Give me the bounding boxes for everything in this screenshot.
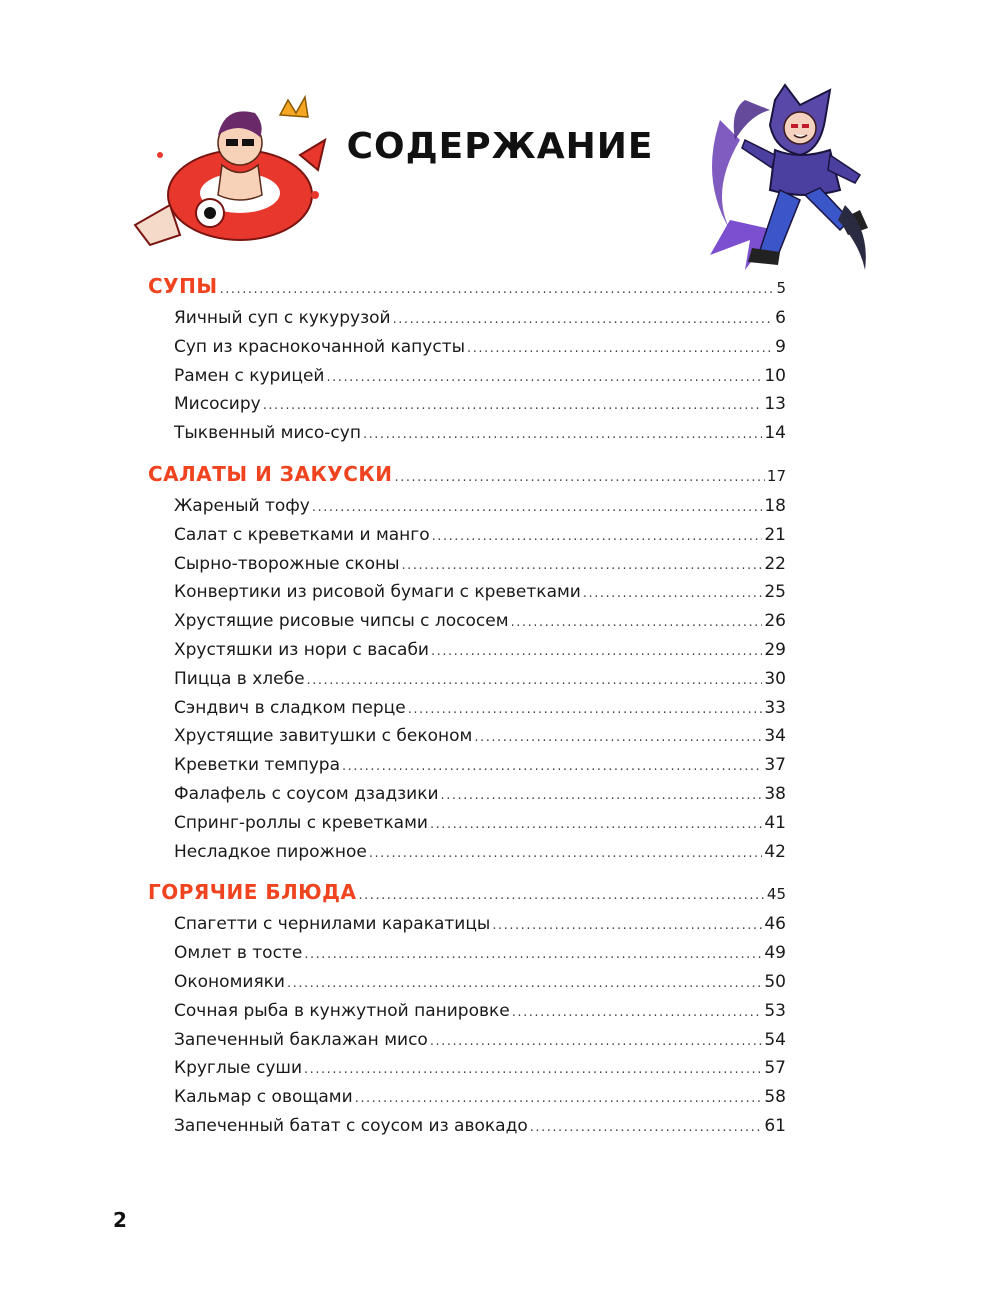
page-ref: 26: [764, 611, 786, 632]
item-title: Хрустяшки из нори с васаби: [174, 639, 429, 660]
dot-leader: [402, 558, 763, 573]
dot-leader: [304, 1062, 762, 1077]
item-title: Яичный суп с кукурузой: [174, 308, 391, 328]
dot-leader: [492, 918, 762, 933]
page-ref: 14: [764, 423, 786, 444]
toc-section-salads[interactable]: [148, 462, 786, 496]
toc-item[interactable]: [148, 1001, 786, 1030]
page-ref: 17: [766, 466, 786, 485]
toc-item[interactable]: [148, 308, 786, 337]
item-title: Мисосиру: [174, 394, 261, 415]
toc-item[interactable]: [148, 337, 786, 366]
item-title: Креветки темпура: [174, 755, 340, 776]
item-title: Несладкое пирожное: [174, 841, 367, 862]
item-title: Хрустящие рисовые чипсы с лососем: [174, 611, 509, 632]
dot-leader: [430, 817, 762, 832]
page-ref: 33: [764, 697, 786, 718]
toc-item[interactable]: [148, 525, 786, 554]
toc-item[interactable]: [148, 1116, 786, 1145]
dot-leader: [583, 586, 763, 601]
page-ref: 58: [764, 1087, 786, 1108]
item-title: Сырно-творожные сконы: [174, 553, 400, 574]
page-ref: 25: [764, 582, 786, 603]
page-ref: 30: [764, 668, 786, 689]
item-title: Сэндвич в сладком перце: [174, 697, 406, 718]
dot-leader: [369, 846, 763, 861]
page-ref: 10: [764, 365, 786, 386]
item-title: Жареный тофу: [174, 495, 310, 516]
dot-leader: [441, 788, 763, 803]
toc-item[interactable]: [148, 698, 786, 727]
item-title: Запеченный баклажан мисо: [174, 1029, 428, 1050]
dot-leader: [363, 427, 762, 442]
item-title: Хрустящие завитушки с беконом: [174, 726, 473, 747]
toc-item[interactable]: [148, 423, 786, 452]
page-ref: 6: [775, 308, 786, 328]
dot-leader: [287, 976, 762, 991]
item-title: Спринг-роллы с креветками: [174, 812, 428, 833]
dot-leader: [355, 1091, 763, 1106]
item-title: Фалафель с соусом дзадзики: [174, 783, 439, 804]
dot-leader: [511, 615, 763, 630]
dot-leader: [530, 1120, 763, 1135]
section-title: САЛАТЫ И ЗАКУСКИ: [148, 461, 393, 486]
page-title: СОДЕРЖАНИЕ: [346, 126, 654, 167]
dot-leader: [220, 282, 775, 297]
toc-item[interactable]: [148, 943, 786, 972]
dot-leader: [393, 312, 774, 327]
toc-item[interactable]: [148, 842, 786, 871]
dot-leader: [358, 888, 764, 903]
item-title: Кальмар с овощами: [174, 1087, 353, 1108]
toc-section-hot-dishes[interactable]: [148, 880, 786, 914]
toc-item[interactable]: [148, 914, 786, 943]
character-hoodie-illustration: [690, 80, 880, 275]
page-ref: 53: [764, 1000, 786, 1021]
page-ref: 61: [764, 1115, 786, 1136]
dot-leader: [342, 759, 762, 774]
page-ref: 22: [764, 553, 786, 574]
dot-leader: [408, 702, 763, 717]
dot-leader: [467, 341, 773, 356]
page-ref: 46: [764, 914, 786, 935]
item-title: Конвертики из рисовой бумаги с креветками: [174, 582, 581, 603]
dot-leader: [395, 470, 765, 485]
toc-item[interactable]: [148, 1058, 786, 1087]
item-title: Омлет в тосте: [174, 943, 303, 964]
page-ref: 50: [764, 971, 786, 992]
section-title: СУПЫ: [148, 274, 218, 298]
dot-leader: [263, 398, 763, 413]
toc-item[interactable]: [148, 972, 786, 1001]
dot-leader: [307, 673, 763, 688]
dot-leader: [304, 947, 762, 962]
item-title: Тыквенный мисо-суп: [174, 423, 361, 444]
page-ref: 42: [764, 841, 786, 862]
page-ref: 21: [764, 524, 786, 545]
item-title: Рамен с курицей: [174, 365, 325, 386]
page-ref: 13: [764, 394, 786, 415]
page-ref: 57: [764, 1058, 786, 1079]
toc-item[interactable]: [148, 496, 786, 525]
toc-item[interactable]: [148, 394, 786, 423]
page-ref: 45: [766, 885, 786, 904]
dot-leader: [431, 644, 762, 659]
page-ref: 9: [775, 336, 786, 357]
page-ref: 49: [764, 943, 786, 964]
item-title: Суп из краснокочанной капусты: [174, 336, 466, 357]
section-title: ГОРЯЧИЕ БЛЮДА: [148, 880, 357, 905]
page-ref: 41: [764, 812, 786, 833]
page-ref: 38: [764, 783, 786, 804]
page-ref: 54: [764, 1029, 786, 1050]
page-ref: 37: [764, 755, 786, 776]
page-ref: 5: [776, 279, 786, 297]
toc-item[interactable]: [148, 813, 786, 842]
item-title: Круглые суши: [174, 1058, 303, 1079]
item-title: Салат с креветками и манго: [174, 524, 430, 545]
toc-item[interactable]: [148, 554, 786, 583]
character-fish-float-illustration: [130, 85, 330, 260]
toc-item[interactable]: [148, 669, 786, 698]
page-ref: 34: [764, 726, 786, 747]
toc-item[interactable]: [148, 1030, 786, 1059]
item-title: Пицца в хлебе: [174, 668, 305, 689]
table-of-contents: [148, 274, 786, 1145]
item-title: Запеченный батат с соусом из авокадо: [174, 1115, 528, 1136]
dot-leader: [474, 730, 762, 745]
toc-item[interactable]: [148, 366, 786, 395]
toc-item[interactable]: [148, 640, 786, 669]
dot-leader: [432, 529, 763, 544]
item-title: Спагетти с чернилами каракатицы: [174, 914, 491, 935]
page-number: 2: [113, 1208, 127, 1232]
toc-item[interactable]: [148, 755, 786, 784]
toc-section-soups[interactable]: [148, 274, 786, 308]
dot-leader: [326, 370, 762, 385]
page-ref: 29: [764, 639, 786, 660]
toc-item[interactable]: [148, 784, 786, 813]
item-title: Окономияки: [174, 971, 285, 992]
item-title: Сочная рыба в кунжутной панировке: [174, 1000, 510, 1021]
toc-item[interactable]: [148, 726, 786, 755]
page-ref: 18: [764, 495, 786, 516]
dot-leader: [430, 1034, 763, 1049]
toc-item[interactable]: [148, 611, 786, 640]
toc-item[interactable]: [148, 582, 786, 611]
dot-leader: [312, 500, 762, 515]
dot-leader: [512, 1005, 763, 1020]
toc-item[interactable]: [148, 1087, 786, 1116]
